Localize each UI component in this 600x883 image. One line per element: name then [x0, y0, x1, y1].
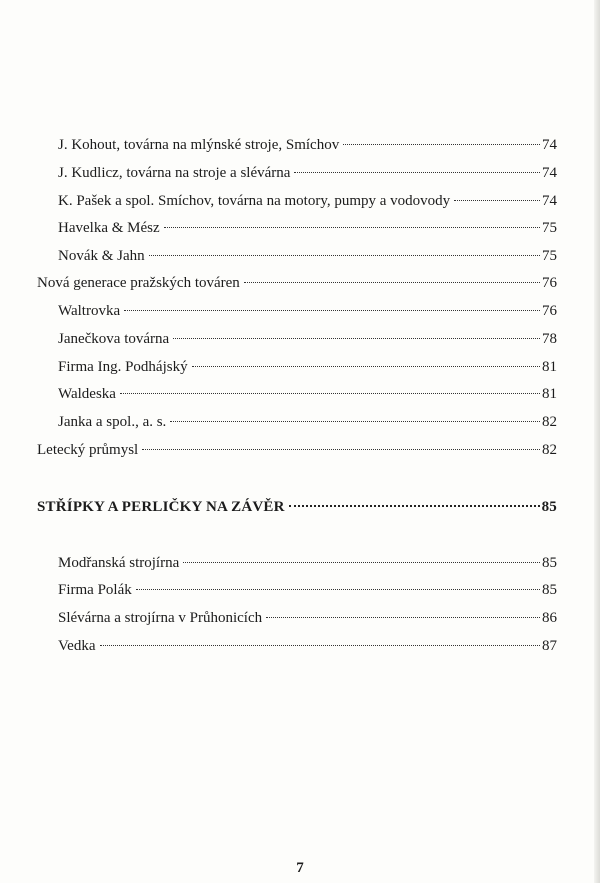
toc-entry-pruhonice	[58, 607, 557, 629]
toc-entry-title: Slévárna a strojírna v Průhonicích	[58, 610, 263, 626]
toc-entry-pasek	[58, 190, 557, 212]
toc-entry-letecky-prumysl	[37, 439, 557, 461]
toc-entry-title: Waltrovka	[58, 303, 121, 319]
toc-leader-dots	[170, 420, 540, 422]
toc-entry-title: J. Kohout, továrna na mlýnské stroje, Smíchov	[58, 137, 340, 153]
toc-entry-modranska	[58, 552, 557, 574]
toc-leader-dots	[120, 392, 540, 394]
toc-entry-page: 82	[542, 414, 557, 430]
page-number: 7	[296, 860, 304, 876]
toc-leader-dots	[149, 254, 540, 256]
toc-entry-janeckova	[58, 328, 557, 350]
toc-entry-page: 74	[542, 137, 557, 153]
toc-entry-page: 87	[542, 638, 557, 654]
toc-leader-dots	[454, 199, 540, 201]
toc-entry-title: K. Pašek a spol. Smíchov, továrna na motory, pumpy a vodovody	[58, 193, 451, 209]
toc-leader-dots	[124, 309, 540, 311]
toc-entry-page: 76	[542, 275, 557, 291]
toc-entry-title: Waldeska	[58, 386, 116, 402]
toc-entry-page: 75	[542, 220, 557, 236]
toc-entry-page: 78	[542, 331, 557, 347]
toc-leader-dots	[183, 561, 540, 563]
toc-entry-title: Havelka & Mész	[58, 220, 160, 236]
toc-entry-page: 74	[542, 193, 557, 209]
toc-leader-dots	[244, 281, 540, 283]
toc-entry-kohout	[58, 134, 557, 156]
toc-leader-dots	[173, 337, 540, 339]
toc-leader-dots	[164, 226, 540, 228]
toc-entry-kudlicz	[58, 162, 557, 184]
toc-entry-havelka	[58, 217, 557, 239]
toc-leader-dots	[100, 644, 541, 646]
toc-leader-dots	[343, 143, 540, 145]
toc-entry-page: 74	[542, 165, 557, 181]
toc-entry-vedka	[58, 635, 557, 657]
toc-entry-title: Novák & Jahn	[58, 248, 145, 264]
toc-entry-title: Firma Ing. Podhájský	[58, 359, 188, 375]
toc-entry-waltrovka	[58, 300, 557, 322]
toc-leader-dots	[192, 365, 540, 367]
toc-chapter-title: STŘÍPKY A PERLIČKY NA ZÁVĚR	[37, 499, 285, 515]
toc-entry-novak	[58, 245, 557, 267]
toc-entry-title: Nová generace pražských továren	[37, 275, 240, 291]
toc-leader-dots	[294, 171, 540, 173]
toc-entry-title: J. Kudlicz, továrna na stroje a slévárna	[58, 165, 291, 181]
toc-entry-title: Janečkova továrna	[58, 331, 170, 347]
toc-leader-dots	[136, 588, 540, 590]
toc-entry-page: 85	[542, 555, 557, 571]
toc-entry-waldeska	[58, 383, 557, 405]
toc-entry-title: Modřanská strojírna	[58, 555, 180, 571]
toc-entry-page: 81	[542, 386, 557, 402]
toc-chapter-stripky	[37, 496, 557, 518]
toc-entry-podhajsky	[58, 356, 557, 378]
toc-entry-page: 86	[542, 610, 557, 626]
toc-entry-page: 76	[542, 303, 557, 319]
toc-entry-polak	[58, 579, 557, 601]
toc-leader-dots	[266, 616, 540, 618]
toc-entry-title: Letecký průmysl	[37, 442, 139, 458]
toc-chapter-page: 85	[541, 499, 557, 515]
toc-entry-title: Firma Polák	[58, 582, 132, 598]
toc-entry-janka	[58, 411, 557, 433]
toc-entry-title: Vedka	[58, 638, 96, 654]
toc-entry-page: 75	[542, 248, 557, 264]
toc-leader-dots	[142, 448, 540, 450]
toc-entry-page: 85	[542, 582, 557, 598]
toc-leader-dots	[289, 504, 540, 507]
toc-entry-title: Janka a spol., a. s.	[58, 414, 167, 430]
toc-entry-page: 81	[542, 359, 557, 375]
toc-entry-page: 82	[542, 442, 557, 458]
toc-entry-nova-generace	[37, 272, 557, 294]
